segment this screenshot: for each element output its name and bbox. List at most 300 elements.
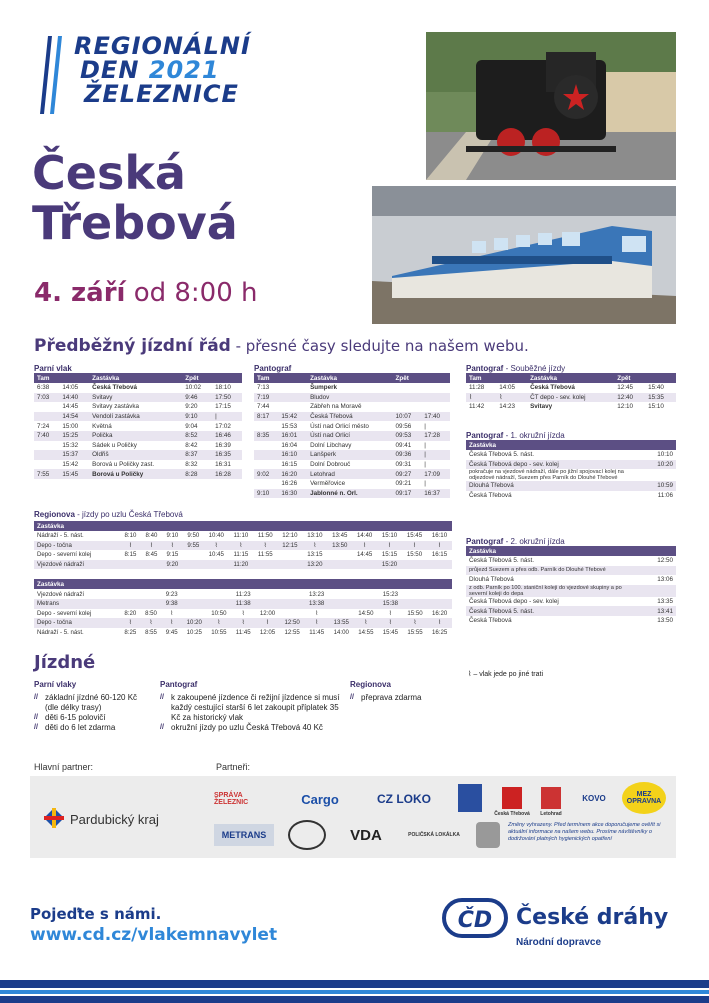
time-cell: 13:38	[304, 599, 329, 609]
time-cell	[402, 560, 427, 570]
table-row	[254, 460, 450, 470]
time-cell: 15:38	[378, 599, 403, 609]
column-header: Zastávka	[307, 373, 392, 383]
time-cell	[120, 589, 141, 599]
pantograf-timetable	[254, 364, 450, 498]
time-cell: ⌇	[403, 618, 428, 628]
stop-cell: průjezd Suezem a přes odb. Parník do Dlouhé Třebové	[466, 566, 636, 576]
time-cell: ⌇	[253, 541, 277, 551]
schedule-title: Předběžný jízdní řád	[34, 336, 231, 356]
table-cell: 12:40	[614, 393, 645, 403]
time-cell	[427, 589, 452, 599]
time-cell	[327, 550, 352, 560]
table-cell: Česká Třebová	[530, 384, 575, 392]
table-cell	[393, 393, 422, 403]
table-row	[34, 599, 452, 609]
table-cell: Dolní Dobrouč	[310, 461, 351, 469]
time-cell: 13:10	[307, 532, 323, 540]
time-cell: 15:50	[406, 551, 423, 559]
logo-line1: REGIONÁLNÍ	[74, 32, 251, 60]
time-cell	[183, 560, 204, 570]
time-cell: 15:55	[407, 629, 423, 637]
table-cell: 15:10	[648, 403, 664, 411]
time-cell: 11:20	[229, 560, 253, 570]
table-cell	[254, 421, 278, 431]
stop-cell: Česká Třebová	[469, 617, 512, 625]
table-row	[254, 450, 450, 460]
time-cell: 13:50	[327, 541, 352, 551]
steam-train-table	[34, 373, 242, 479]
table-cell: 12:10	[617, 403, 633, 411]
time-cell: ⌇	[388, 609, 392, 617]
time-cell	[141, 589, 162, 599]
table-cell: 9:10	[182, 412, 212, 422]
table-cell: 7:13	[257, 384, 270, 392]
time-cell: ⌇	[402, 541, 427, 551]
time-cell	[253, 560, 277, 570]
table-row	[466, 491, 676, 501]
time-cell: 11:23	[235, 590, 251, 598]
table-row	[34, 441, 242, 451]
column-header: Zastávka	[466, 440, 676, 450]
table-cell: 7:55	[34, 469, 59, 479]
route-note: ⌇ – vlak jede po jiné trati	[468, 671, 544, 678]
city-line2: Třebová	[32, 196, 238, 250]
column-header: Zastávka	[89, 373, 182, 383]
time-cell: 8:40	[145, 532, 158, 540]
table-cell: Česká Třebová	[307, 412, 392, 422]
table-cell: 16:04	[281, 441, 298, 449]
column-header	[212, 373, 242, 383]
table-row	[34, 460, 242, 470]
table-cell: ⌇	[496, 393, 527, 403]
time-cell: 15:23	[382, 590, 399, 598]
table-cell: 14:05	[62, 384, 79, 392]
date-day: 4. září	[34, 278, 126, 308]
time-cell: 12:05	[259, 629, 276, 637]
column-header	[645, 373, 676, 383]
table-cell: 15:42	[278, 412, 307, 422]
letohrad-label: Letohrad	[540, 811, 562, 817]
time-cell: 10:20	[636, 460, 676, 470]
table-header	[254, 373, 450, 383]
table-row	[34, 541, 452, 551]
table-header	[34, 579, 452, 589]
table-header	[466, 373, 676, 383]
main-partner-label: Hlavní partner:	[34, 762, 94, 772]
time-cell: 14:40	[357, 532, 373, 540]
table-row	[34, 628, 452, 638]
table-row	[254, 412, 450, 422]
time-cell	[204, 560, 229, 570]
table-cell: Vendolí zastávka	[89, 412, 182, 422]
table-cell	[393, 383, 422, 393]
circuit1-table	[466, 440, 676, 500]
time-cell	[280, 589, 305, 599]
table-cell: ⌇	[466, 393, 496, 403]
table-row	[34, 402, 242, 412]
regionova-title: Regionova	[34, 510, 75, 519]
table-row	[34, 469, 242, 479]
time-cell	[182, 599, 207, 609]
steam-train-timetable	[34, 364, 242, 479]
table-cell: 8:42	[185, 441, 198, 449]
circuit2-title: Pantograf	[466, 537, 504, 546]
table-cell: 15:37	[59, 450, 89, 460]
time-cell: 10:10	[657, 451, 673, 459]
time-cell	[120, 599, 141, 609]
time-cell: 9:20	[162, 560, 183, 570]
time-cell: ⌇	[377, 541, 402, 551]
stop-cell: Nádraží - 5. nást.	[37, 629, 84, 637]
time-cell: 14:55	[358, 629, 374, 637]
column-header: Zpět	[614, 373, 645, 383]
table-row	[254, 469, 450, 479]
table-row	[466, 556, 676, 566]
table-cell: |	[421, 450, 450, 460]
table-cell	[278, 393, 307, 403]
table-cell: |	[424, 441, 426, 449]
table-cell: 16:31	[215, 461, 231, 469]
time-cell: 11:55	[257, 551, 273, 559]
table-cell: 9:02	[254, 469, 278, 479]
table-row	[466, 566, 676, 576]
time-cell: ⌇	[161, 618, 182, 628]
event-logo	[74, 34, 251, 106]
table-cell: |	[212, 412, 242, 422]
time-cell	[182, 609, 207, 619]
table-row	[466, 606, 676, 616]
time-cell: 8:15	[124, 551, 137, 559]
time-cell: 13:41	[636, 606, 676, 616]
time-cell: 8:10	[124, 532, 137, 540]
table-cell: ČT depo - sev. kolej	[527, 393, 614, 403]
table-row	[34, 421, 242, 431]
table-cell	[421, 393, 450, 403]
time-cell: 12:00	[259, 609, 276, 617]
time-cell: 11:50	[257, 532, 273, 540]
fares-pantograf-title: Pantograf	[160, 680, 198, 689]
time-cell: 8:50	[145, 609, 157, 617]
time-cell: ⌇	[354, 618, 379, 628]
table-cell: 16:28	[212, 469, 242, 479]
footer-slogan: Pojeďte s námi.	[30, 905, 162, 923]
time-cell: ⌇	[378, 618, 403, 628]
time-cell: 8:45	[145, 551, 158, 559]
time-cell	[427, 599, 452, 609]
table-cell: Verměřovice	[310, 480, 346, 488]
table-cell: 16:37	[421, 489, 450, 499]
column-header	[278, 373, 307, 383]
table-row	[254, 393, 450, 403]
table-cell: 09:17	[393, 489, 422, 499]
time-cell: ⌇	[302, 541, 327, 551]
table-cell: 15:42	[62, 461, 79, 469]
spravа-zeleznic-logo: SPRÁVA ŽELEZNIC	[214, 792, 249, 806]
table-cell: 14:40	[59, 393, 89, 403]
time-cell: 15:20	[377, 560, 402, 570]
stop-cell: Dlouhá Třebová	[466, 481, 636, 491]
time-cell: 14:45	[357, 551, 373, 559]
fares-steam-title: Parní vlaky	[34, 680, 77, 689]
table-row	[466, 460, 676, 470]
time-cell: 15:45	[406, 532, 423, 540]
table-cell	[254, 479, 278, 489]
fare-item: // děti do 6 let zdarma	[34, 723, 149, 733]
time-cell	[636, 469, 676, 481]
city-line1: Česká	[32, 146, 186, 200]
time-cell: 9:50	[187, 532, 200, 540]
table-cell: 14:45	[62, 403, 79, 411]
table-cell: Svitavy	[89, 393, 182, 403]
table-row	[254, 431, 450, 441]
stop-cell: Česká Třebová depo - sev. kolej	[466, 460, 636, 470]
time-cell	[329, 589, 354, 599]
letohrad-logo	[536, 782, 566, 822]
svg-text:ČD: ČD	[457, 908, 493, 933]
stop-cell: Česká Třebová	[469, 492, 512, 500]
time-cell: ⌇	[207, 618, 232, 628]
table-cell: 7:44	[257, 403, 270, 411]
time-cell	[141, 560, 162, 570]
logo-year: 2021	[148, 56, 220, 84]
table-row	[34, 383, 242, 393]
table-cell: |	[424, 480, 426, 488]
circuit2-table	[466, 546, 676, 626]
stop-cell: Depo - severní kolej	[37, 609, 92, 617]
time-cell: ⌇	[120, 541, 141, 551]
pantograf-table	[254, 373, 450, 498]
time-cell: 11:06	[657, 492, 673, 500]
stop-cell: Vjezdové nádraží	[34, 560, 120, 570]
stop-cell: Depo - točna	[34, 618, 120, 628]
table-row	[466, 585, 676, 597]
table-cell: 15:25	[59, 431, 89, 441]
time-cell: 11:45	[235, 629, 251, 637]
table-row	[34, 550, 452, 560]
table-cell: 10:02	[185, 384, 202, 392]
table-row	[254, 479, 450, 489]
time-cell: ⌇	[120, 618, 141, 628]
table-row	[34, 450, 242, 460]
stop-cell: Depo - točna	[34, 541, 120, 551]
table-cell: 8:17	[254, 412, 278, 422]
column-header: Tam	[466, 373, 496, 383]
time-cell: 13:35	[657, 598, 673, 606]
stop-cell: Česká Třebová 5. nást.	[469, 557, 534, 565]
time-cell: 11:38	[231, 599, 255, 609]
stop-cell: Česká Třebová 5. nást.	[469, 451, 534, 459]
table-cell: Sádek u Poličky	[92, 441, 137, 449]
time-cell: 10:45	[208, 551, 224, 559]
time-cell: 11:10	[233, 532, 249, 540]
table-cell	[34, 460, 59, 470]
footer-cta	[30, 904, 277, 946]
fare-item: // k zakoupené jízdence či režijní jízdence si musí každý cestující starší 6 let zakoupit příplatek 35 Kč za historický vlak	[160, 693, 340, 723]
date-time: od 8:00 h	[125, 278, 258, 308]
table-row	[466, 575, 676, 585]
time-cell: 13:15	[307, 551, 323, 559]
time-cell: 15:15	[381, 551, 398, 559]
time-cell	[354, 589, 379, 599]
pantograf-train-photo	[372, 186, 676, 324]
time-cell: ⌇	[315, 609, 319, 617]
time-cell	[352, 560, 377, 570]
table-cell: Oldřiš	[89, 450, 182, 460]
time-cell	[329, 599, 354, 609]
time-cell: 8:55	[145, 629, 157, 637]
time-cell: 13:45	[332, 532, 348, 540]
stop-cell: Metrans	[34, 599, 120, 609]
table-row	[34, 618, 452, 628]
table-row	[34, 531, 452, 541]
column-header	[496, 373, 527, 383]
time-cell: 14:00	[333, 629, 349, 637]
table-row	[34, 589, 452, 599]
circuit1-title: Pantograf	[466, 431, 504, 440]
time-cell: ⌇	[141, 541, 162, 551]
table-row	[466, 469, 676, 481]
parallel-table	[466, 373, 676, 412]
time-cell: 12:15	[277, 541, 302, 551]
table-cell: 8:28	[182, 469, 212, 479]
table-cell: 9:46	[182, 393, 212, 403]
time-cell	[280, 609, 305, 619]
main-partner-box	[30, 776, 208, 858]
table-cell: 17:28	[421, 431, 450, 441]
table-cell: |	[424, 461, 426, 469]
parallel-subtitle: - Souběžné jízdy	[503, 364, 566, 373]
table-cell: 15:00	[62, 422, 79, 430]
time-cell	[141, 599, 162, 609]
table-cell	[34, 412, 59, 422]
table-cell: Bludov	[307, 393, 392, 403]
steam-train-title: Parní vlak	[34, 364, 72, 373]
table-cell: Lanšperk	[307, 450, 392, 460]
table-cell: 16:46	[212, 431, 242, 441]
table-cell: 14:54	[59, 412, 89, 422]
time-cell: 9:55	[183, 541, 204, 551]
logo-line2: DEN	[80, 56, 149, 84]
time-cell	[182, 589, 207, 599]
brand-name: České dráhy	[516, 905, 669, 930]
table-row	[466, 616, 676, 626]
column-header: Zastávka	[527, 373, 614, 383]
notice-text: Změny vyhrazeny. Před termínem akce doporučujeme ověřit si aktuální informace na našem webu. Prosíme návštěvníky o dodržování platných hygienických opatření	[508, 822, 661, 842]
table-cell: Polička	[89, 431, 182, 441]
table-cell: 9:10	[254, 489, 278, 499]
circuit1-subtitle: - 1. okružní jízda	[503, 431, 565, 440]
table-cell: 09:36	[393, 450, 422, 460]
time-cell	[636, 566, 676, 576]
table-row	[466, 450, 676, 460]
table-cell	[34, 450, 59, 460]
time-cell: 13:55	[329, 618, 354, 628]
cd-cargo-logo: Cargo	[301, 791, 339, 807]
table-cell: |	[424, 422, 426, 430]
table-cell: 9:04	[185, 422, 198, 430]
cz-loko-logo: CZ LOKO	[377, 792, 431, 806]
table-cell: Ústí nad Orlicí	[307, 431, 392, 441]
schedule-heading	[34, 336, 529, 356]
table-cell: 10:07	[393, 412, 422, 422]
schedule-subtitle: - přesné časy sledujte na našem webu.	[230, 337, 529, 355]
table-cell: 16:39	[215, 441, 231, 449]
time-cell: 10:50	[211, 609, 227, 617]
time-cell: 10:25	[186, 629, 202, 637]
table-cell: 17:09	[421, 469, 450, 479]
table-cell	[254, 460, 278, 470]
fares-regionova-title: Regionova	[350, 680, 391, 689]
time-cell: 13:50	[657, 617, 673, 625]
stop-cell: Dlouhá Třebová	[469, 576, 514, 584]
table-cell	[254, 450, 278, 460]
table-cell: 14:05	[499, 384, 515, 392]
time-cell: 13:06	[657, 576, 673, 584]
table-cell	[34, 402, 59, 412]
table-cell: 15:32	[62, 441, 79, 449]
main-partner-name: Pardubický kraj	[70, 812, 159, 827]
table-cell	[421, 383, 450, 393]
time-cell	[120, 560, 141, 570]
table-cell	[278, 402, 307, 412]
time-cell: 10:59	[636, 481, 676, 491]
table-row	[34, 431, 242, 441]
pantograf-title: Pantograf	[254, 364, 292, 373]
table-row	[254, 489, 450, 499]
table-cell: Borová u Poličky zast.	[92, 461, 155, 469]
table-header	[34, 521, 452, 531]
column-header	[59, 373, 89, 383]
mez-opravna-logo: MEZ OPRAVNA	[622, 782, 666, 814]
table-cell: 15:53	[281, 422, 298, 430]
time-cell: 12:55	[284, 629, 300, 637]
time-cell: ⌇	[304, 618, 329, 628]
table-header	[466, 546, 676, 556]
time-cell	[636, 585, 676, 597]
regionova-table-1	[34, 521, 452, 569]
stop-cell: pokračuje na vjezdové nádraží, dále po jižní spojovací kolej na odjezdové nádraží, Suezem přes Parník do Dlouhé Třebové	[469, 469, 624, 482]
time-cell: 11:15	[233, 551, 249, 559]
parallel-title: Pantograf	[466, 364, 504, 373]
table-cell: Česká Třebová	[92, 384, 137, 392]
time-cell: 16:15	[431, 551, 448, 559]
brand-subtitle: Národní dopravce	[516, 937, 602, 948]
table-row	[34, 609, 452, 619]
regionova-timetable	[34, 510, 452, 637]
time-cell: 8:20	[124, 609, 137, 617]
regionova-table-2	[34, 579, 452, 637]
table-cell: Květná	[92, 422, 112, 430]
time-cell: ⌇	[162, 541, 183, 551]
vda-logo: VDA	[350, 826, 382, 844]
table-cell: 16:30	[278, 489, 307, 499]
table-header	[466, 440, 676, 450]
time-cell: 9:15	[166, 551, 179, 559]
stop-cell: Nádraží - 5. nást.	[37, 532, 84, 540]
table-cell: 6:38	[37, 384, 50, 392]
table-row	[254, 441, 450, 451]
table-cell	[421, 402, 450, 412]
table-cell: 09:53	[393, 431, 422, 441]
circuit2-timetable	[466, 537, 676, 626]
table-cell: 9:20	[185, 403, 198, 411]
time-cell	[403, 599, 428, 609]
time-cell: 12:50	[280, 618, 305, 628]
table-cell: 15:40	[648, 384, 664, 392]
table-cell: 8:35	[254, 431, 278, 441]
footer-url[interactable]: www.cd.cz/vlakemnavylet	[30, 925, 278, 945]
